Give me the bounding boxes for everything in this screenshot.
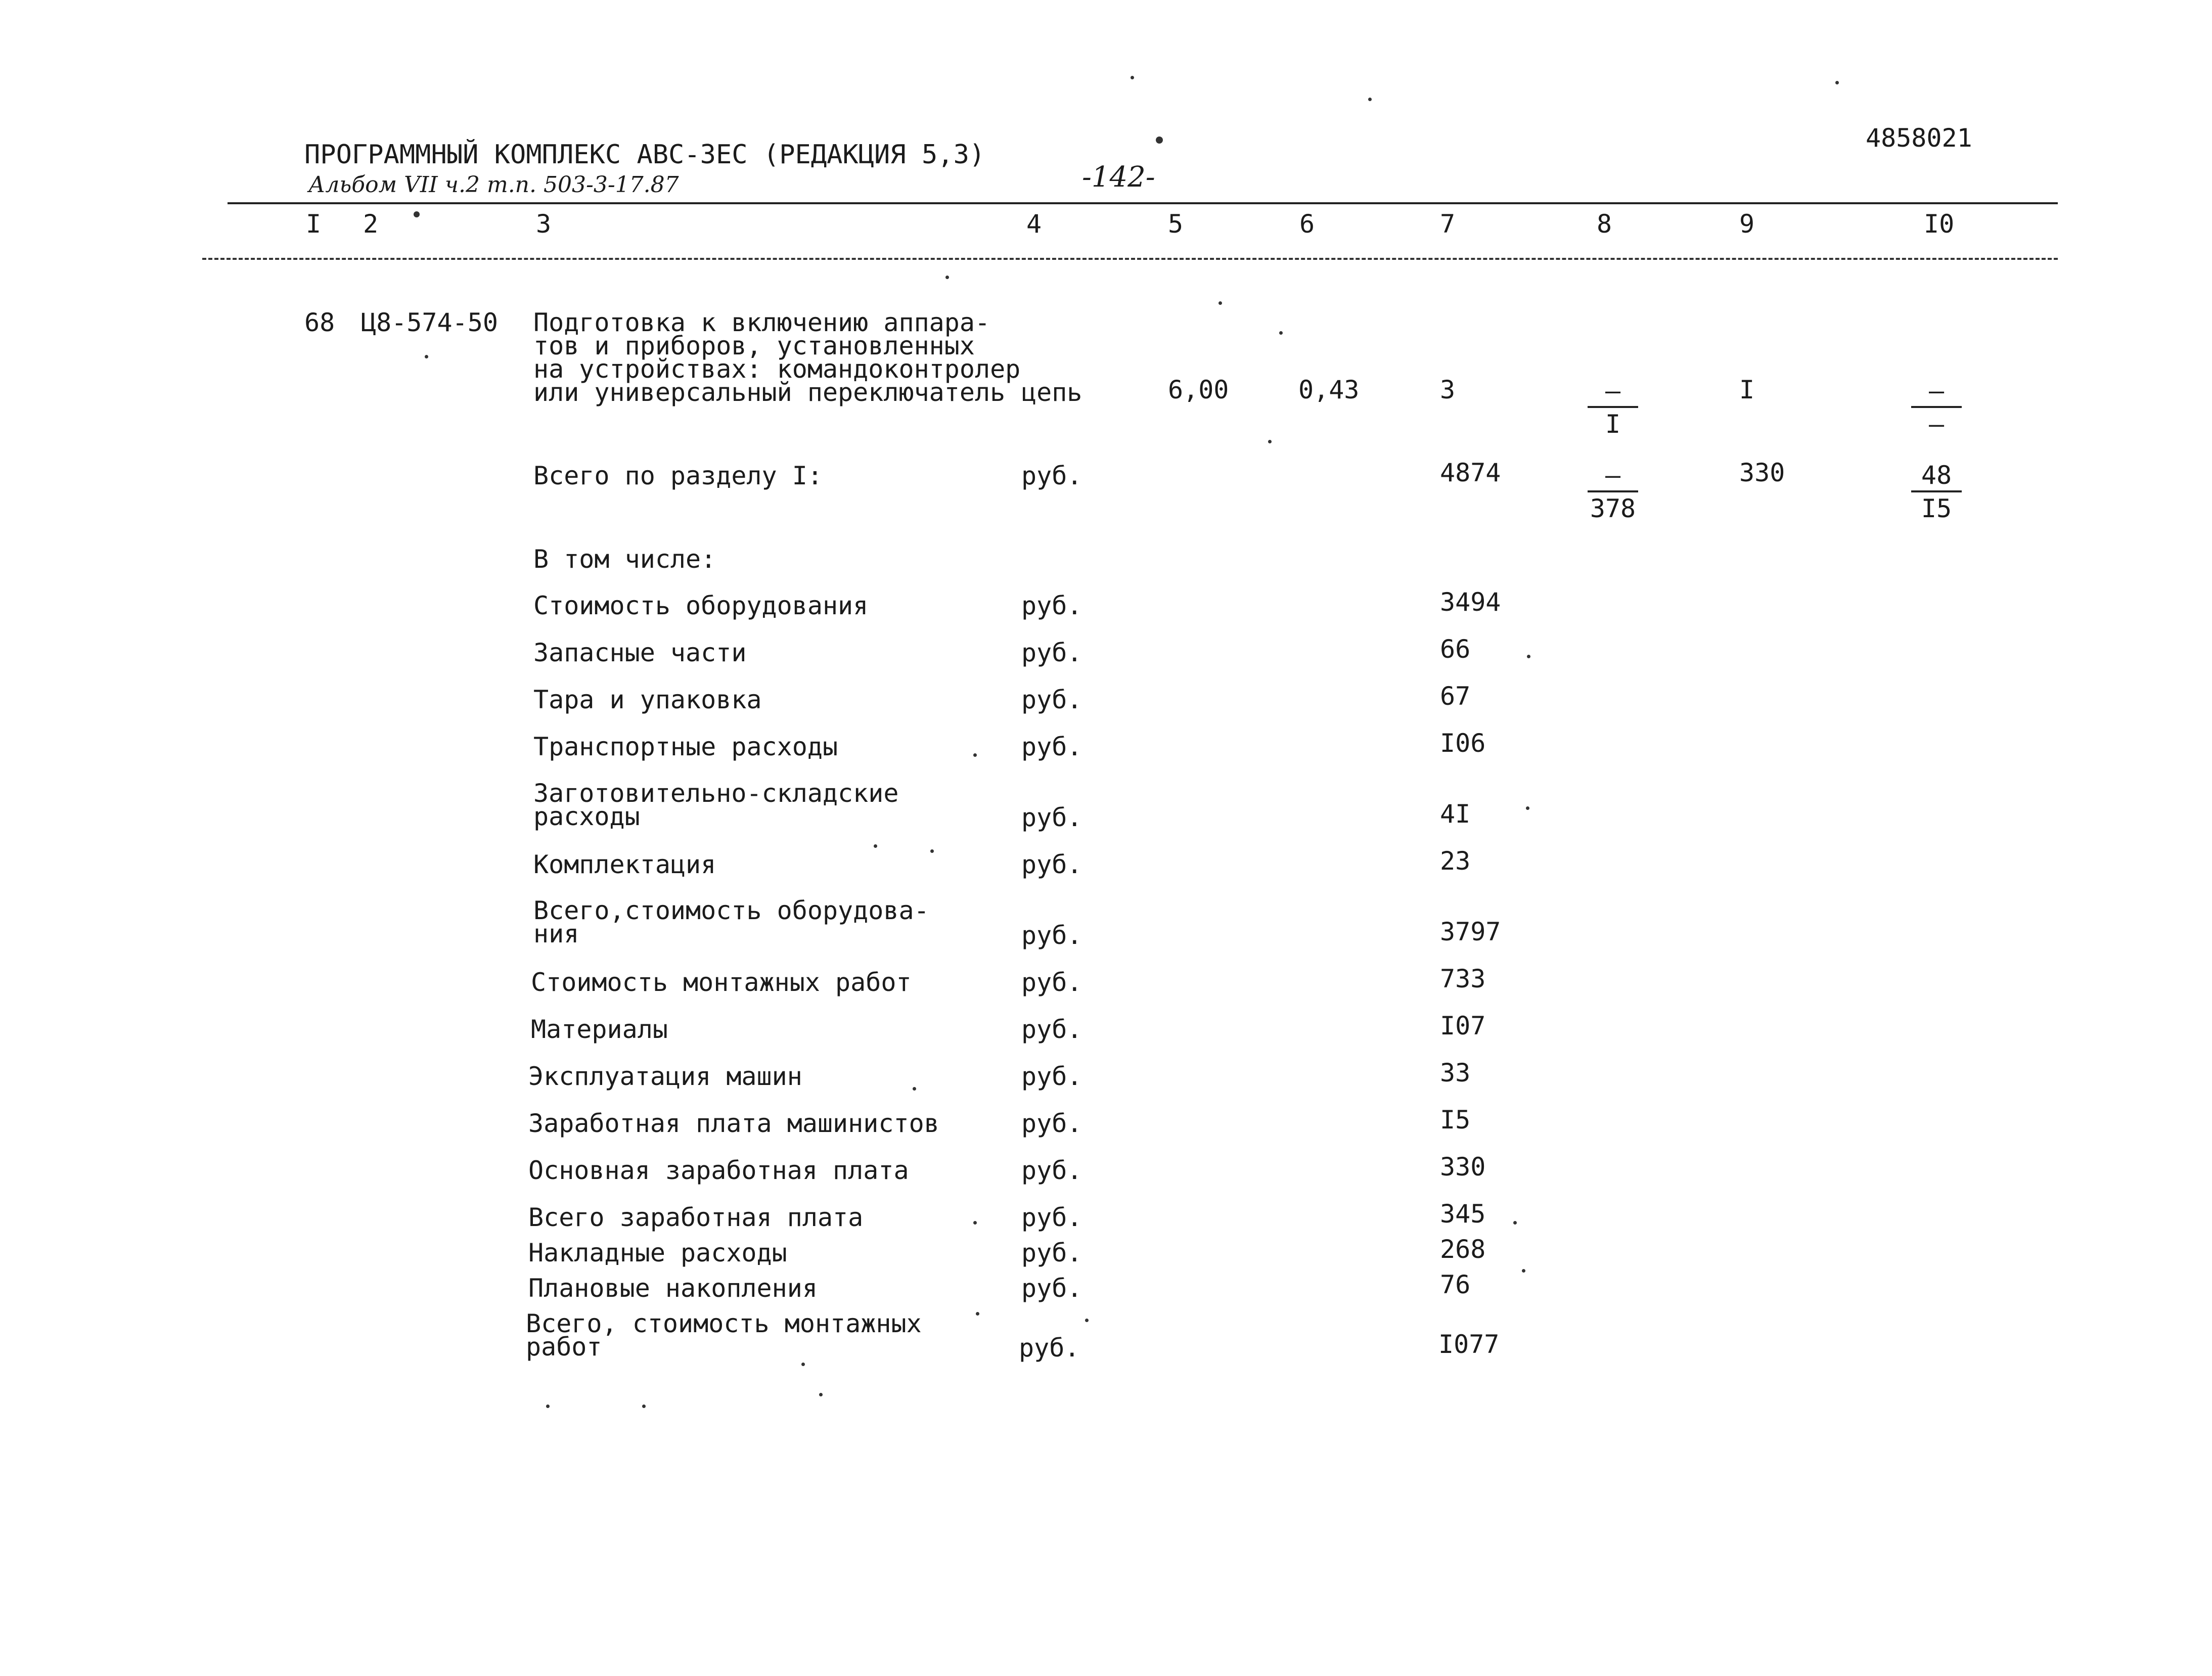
- scan-speck: [414, 211, 420, 217]
- item-col6: 0,43: [1298, 375, 1360, 404]
- item-col8-bottom: I: [1605, 410, 1621, 439]
- breakdown-unit: руб.: [1019, 1333, 1080, 1363]
- item-col8-fraction: [1588, 377, 1638, 438]
- breakdown-value: 67: [1440, 682, 1471, 711]
- section-total-col9: 330: [1739, 458, 1785, 487]
- breakdown-unit: руб.: [1021, 1203, 1082, 1232]
- breakdown-unit: руб.: [1021, 1015, 1082, 1044]
- item-unit: цепь: [1021, 378, 1082, 407]
- scan-speck: [1268, 440, 1272, 443]
- scan-speck: [801, 1363, 805, 1366]
- breakdown-value: 3494: [1440, 587, 1501, 617]
- scan-speck: [973, 1221, 977, 1225]
- breakdown-label: Накладные расходы: [528, 1238, 787, 1267]
- section-total-col10-top: 48: [1911, 461, 1962, 492]
- scan-speck: [1279, 331, 1283, 335]
- breakdown-unit: руб.: [1021, 803, 1082, 832]
- item-name-line-4: или универсальный переключатель: [533, 378, 1006, 407]
- scan-speck: [1835, 81, 1839, 84]
- scan-speck: [819, 1393, 823, 1396]
- breakdown-label: Запасные части: [533, 638, 747, 667]
- col-5-number: 5: [1168, 209, 1184, 239]
- breakdown-value: I06: [1440, 729, 1486, 758]
- album-note: Альбом VII ч.2 т.п. 503-3-17.87: [308, 172, 679, 198]
- scan-speck: [930, 849, 934, 853]
- breakdown-value: 3797: [1440, 917, 1501, 946]
- breakdown-unit: руб.: [1021, 1062, 1082, 1091]
- scan-speck: [973, 753, 977, 757]
- scan-speck: [913, 1087, 916, 1091]
- breakdown-label: Всего,стоимость оборудова- ния: [533, 896, 929, 948]
- program-title: ПРОГРАММНЫЙ КОМПЛЕКС АВС-ЗЕС (РЕДАКЦИЯ 5,3): [304, 140, 985, 170]
- col-4-number: 4: [1026, 209, 1042, 239]
- col-8-number: 8: [1597, 209, 1612, 239]
- breakdown-value: 23: [1440, 846, 1471, 876]
- scan-speck: [1156, 137, 1163, 144]
- item-col10-top: –: [1911, 377, 1962, 408]
- item-col7: 3: [1440, 375, 1456, 404]
- scan-speck: [1218, 301, 1222, 305]
- scan-speck: [1368, 98, 1372, 101]
- breakdown-unit: руб.: [1021, 1238, 1082, 1267]
- breakdown-label: Плановые накопления: [528, 1274, 818, 1303]
- item-col10-bottom: –: [1928, 410, 1945, 439]
- section-total-label: Всего по разделу I:: [533, 461, 823, 490]
- scan-speck: [425, 355, 428, 358]
- header-top-rule: [228, 202, 2058, 204]
- scan-speck: [1522, 1269, 1525, 1273]
- col-10-number: I0: [1924, 209, 1955, 239]
- breakdown-value: 4I: [1440, 799, 1471, 829]
- scan-speck: [1085, 1319, 1089, 1322]
- col-3-number: 3: [536, 209, 552, 239]
- item-name-line-2: тов и приборов, установленных: [533, 331, 975, 360]
- breakdown-unit: руб.: [1021, 1274, 1082, 1303]
- item-col10-fraction: [1911, 377, 1962, 438]
- breakdown-unit: руб.: [1021, 685, 1082, 714]
- breakdown-unit: руб.: [1021, 638, 1082, 667]
- breakdown-unit: руб.: [1021, 921, 1082, 950]
- item-col8-top: –: [1588, 377, 1638, 408]
- breakdown-label: Стоимость монтажных работ: [531, 968, 912, 997]
- including-label: В том числе:: [533, 545, 716, 574]
- section-total-col8-fraction: [1588, 461, 1638, 523]
- breakdown-label: Всего заработная плата: [528, 1203, 864, 1232]
- scan-speck: [1526, 806, 1529, 810]
- breakdown-label: Транспортные расходы: [533, 732, 838, 761]
- breakdown-label: Тара и упаковка: [533, 685, 762, 714]
- breakdown-label: Заработная плата машинистов: [528, 1109, 939, 1138]
- breakdown-value: 33: [1440, 1058, 1471, 1088]
- section-total-col8-bottom: 378: [1590, 494, 1636, 523]
- col-7-number: 7: [1440, 209, 1456, 239]
- section-total-col10-fraction: [1911, 461, 1962, 523]
- scan-speck: [642, 1405, 646, 1408]
- col-6-number: 6: [1299, 209, 1315, 239]
- breakdown-value: 733: [1440, 964, 1486, 993]
- section-total-unit: руб.: [1021, 461, 1082, 490]
- breakdown-value: 330: [1440, 1152, 1486, 1182]
- section-total-col10-bottom: I5: [1921, 494, 1952, 523]
- breakdown-value: 76: [1440, 1270, 1471, 1299]
- breakdown-label: Материалы: [531, 1015, 668, 1044]
- section-total-col8-top: –: [1588, 461, 1638, 492]
- breakdown-value: 345: [1440, 1199, 1486, 1229]
- breakdown-value: 66: [1440, 635, 1471, 664]
- col-2-number: 2: [363, 209, 379, 239]
- col-1-number: I: [306, 209, 322, 239]
- breakdown-label: Основная заработная плата: [528, 1156, 909, 1185]
- item-col5: 6,00: [1168, 375, 1229, 404]
- item-col9: I: [1739, 375, 1755, 404]
- scan-speck: [546, 1405, 550, 1408]
- scan-speck: [1131, 76, 1134, 79]
- breakdown-unit: руб.: [1021, 732, 1082, 761]
- breakdown-unit: руб.: [1021, 1156, 1082, 1185]
- scan-speck: [874, 844, 877, 848]
- breakdown-unit: руб.: [1021, 850, 1082, 879]
- breakdown-label: Заготовительно-складские расходы: [533, 779, 899, 831]
- scan-speck: [945, 276, 949, 279]
- breakdown-label: Всего, стоимость монтажных работ: [526, 1309, 922, 1362]
- breakdown-label: Комплектация: [533, 850, 716, 879]
- breakdown-label: Эксплуатация машин: [528, 1062, 802, 1091]
- item-number: 68: [304, 308, 335, 337]
- scan-speck: [1513, 1221, 1517, 1225]
- breakdown-value: I077: [1438, 1330, 1500, 1359]
- breakdown-unit: руб.: [1021, 591, 1082, 620]
- header-bottom-rule: [202, 258, 2058, 260]
- scan-speck: [976, 1312, 979, 1316]
- breakdown-unit: руб.: [1021, 968, 1082, 997]
- col-9-number: 9: [1739, 209, 1755, 239]
- item-code: Ц8-574-50: [361, 308, 498, 337]
- section-total-col7: 4874: [1440, 458, 1501, 487]
- breakdown-unit: руб.: [1021, 1109, 1082, 1138]
- scan-speck: [1527, 655, 1530, 658]
- breakdown-label: Стоимость оборудования: [533, 591, 869, 620]
- item-name-line-3: на устройствах: командоконтролер: [533, 354, 1021, 384]
- breakdown-value: I5: [1440, 1105, 1471, 1135]
- item-name-line-1: Подготовка к включению аппара-: [533, 308, 990, 337]
- breakdown-value: 268: [1440, 1235, 1486, 1264]
- breakdown-value: I07: [1440, 1011, 1486, 1040]
- document-number: 4858021: [1866, 123, 1972, 153]
- page-number: -142-: [1082, 161, 1155, 194]
